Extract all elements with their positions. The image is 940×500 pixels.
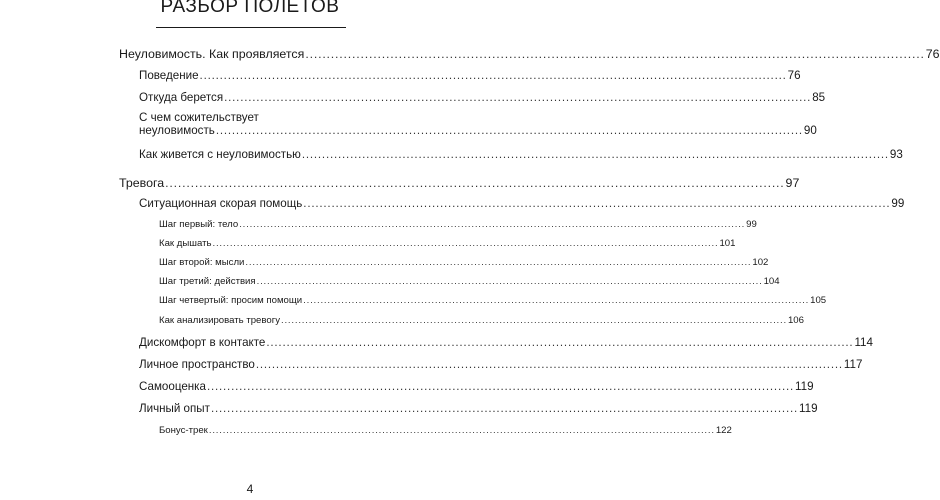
toc-entry-label: Как дышать xyxy=(159,238,212,249)
dot-leader: .................................................................................................................................................. xyxy=(301,148,889,161)
toc-entry-label: Самооценка xyxy=(139,380,206,393)
toc-entry-page: 106 xyxy=(787,315,804,326)
toc-entry-page: 101 xyxy=(719,238,736,249)
dot-leader: .................................................................................................................................................. xyxy=(255,358,843,371)
toc-entry-personal-experience[interactable] xyxy=(139,402,818,415)
toc-entry-label: Шаг первый: тело xyxy=(159,219,239,230)
dot-leader: .................................................................................................................................................. xyxy=(256,276,763,287)
toc-entry-label: Поведение xyxy=(139,69,199,82)
toc-entry-label: Шаг второй: мысли xyxy=(159,257,245,268)
dot-leader: .................................................................................................................................................. xyxy=(199,69,787,82)
dot-leader: .................................................................................................................................................. xyxy=(303,295,810,306)
toc-entry-label: Как анализировать тревогу xyxy=(159,315,280,326)
toc-entry-living-with[interactable] xyxy=(139,148,903,161)
toc-entry-step-three[interactable] xyxy=(159,276,780,287)
toc-entry-page: 76 xyxy=(787,69,801,82)
toc-entry-page: 85 xyxy=(812,91,826,104)
toc-entry-analyze[interactable] xyxy=(159,315,804,326)
toc-entry-label: Откуда берется xyxy=(139,91,224,104)
dot-leader: .................................................................................................................................................. xyxy=(212,238,719,249)
toc-entry-page: 102 xyxy=(752,257,769,268)
dot-leader: .................................................................................................................................................. xyxy=(215,124,803,137)
toc-entry-bonus-track[interactable] xyxy=(159,425,732,436)
toc-entry-label: Шаг третий: действия xyxy=(159,276,256,287)
toc-entry-page: 122 xyxy=(715,425,732,436)
page-number: 4 xyxy=(246,482,254,496)
toc-entry-step-four[interactable] xyxy=(159,295,827,306)
dot-leader: .................................................................................................................................................. xyxy=(305,47,925,61)
toc-entry-page: 76 xyxy=(925,47,940,61)
toc-entry-discomfort[interactable] xyxy=(139,336,873,349)
toc-entry-self-esteem[interactable] xyxy=(139,380,814,393)
dot-leader: .................................................................................................................................................. xyxy=(245,257,752,268)
toc-entry-page: 119 xyxy=(795,380,814,393)
dot-leader: .................................................................................................................................................. xyxy=(281,315,787,326)
toc-entry-page: 114 xyxy=(854,336,873,349)
toc-entry-label: Бонус-трек xyxy=(159,425,208,436)
toc-entry-origin[interactable] xyxy=(139,91,826,104)
dot-leader: .................................................................................................................................................. xyxy=(266,336,854,349)
toc-entry-page: 104 xyxy=(763,276,780,287)
toc-entry-page: 105 xyxy=(810,295,827,306)
toc-entry-label-line1: С чем сожительствует xyxy=(139,111,259,124)
dot-leader: .................................................................................................................................................. xyxy=(206,380,795,393)
toc-entry-label: Тревога xyxy=(119,176,165,190)
toc-entry-label: Дискомфорт в контакте xyxy=(139,336,266,349)
dot-leader: .................................................................................................................................................. xyxy=(208,425,715,436)
toc-entry-label: Как живется с неуловимостью xyxy=(139,148,301,161)
toc-entry-label: Шаг четвертый: просим помощи xyxy=(159,295,303,306)
toc-entry-behavior[interactable] xyxy=(139,69,801,82)
toc-entry-page: 99 xyxy=(891,197,905,210)
toc-entry-first-aid[interactable] xyxy=(139,197,905,210)
dot-leader: .................................................................................................................................................. xyxy=(165,176,785,190)
toc-entry-label: Ситуационная скорая помощь xyxy=(139,197,303,210)
toc-entry-label: Неуловимость. Как проявляется xyxy=(119,47,305,61)
toc-entry-page: 93 xyxy=(889,148,903,161)
toc-entry-label-line2: неуловимость xyxy=(139,124,215,137)
toc-entry-page: 117 xyxy=(843,358,863,371)
dot-leader: .................................................................................................................................................. xyxy=(303,197,891,210)
toc-entry-step-one[interactable] xyxy=(159,219,757,230)
page-title: РАЗБОР ПОЛЕТОВ xyxy=(160,0,340,17)
dot-leader: .................................................................................................................................................. xyxy=(239,219,746,230)
toc-entry-page: 90 xyxy=(803,124,817,137)
dot-leader: .................................................................................................................................................. xyxy=(224,91,812,104)
toc-entry-anxiety[interactable] xyxy=(119,176,800,190)
toc-entry-personal-space[interactable] xyxy=(139,358,863,371)
toc-entry-breathing[interactable] xyxy=(159,238,736,249)
toc-entry-page: 97 xyxy=(785,176,800,190)
toc-entry-label: Личный опыт xyxy=(139,402,210,415)
toc-entry-page: 119 xyxy=(799,402,818,415)
toc-entry-step-two[interactable] xyxy=(159,257,769,268)
dot-leader: .................................................................................................................................................. xyxy=(210,402,799,415)
toc-entry-cohabitation[interactable] xyxy=(139,111,817,137)
toc-entry-elusiveness[interactable] xyxy=(119,47,940,61)
title-underline xyxy=(156,27,346,28)
toc-entry-label: Личное пространство xyxy=(139,358,255,371)
toc-entry-page: 99 xyxy=(746,219,757,230)
